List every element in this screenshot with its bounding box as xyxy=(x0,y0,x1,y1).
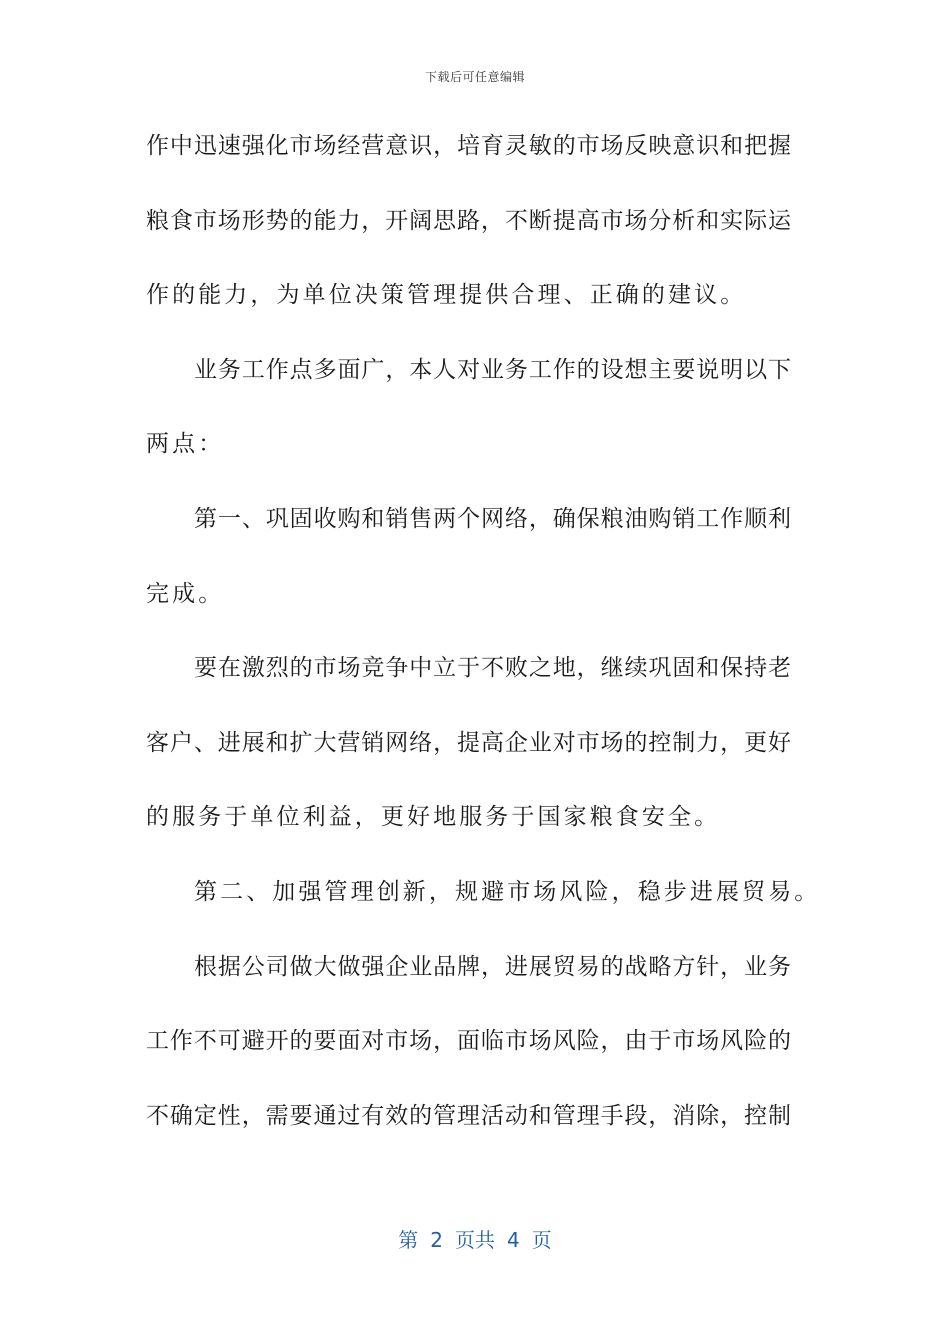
body-line: 不确定性，需要通过有效的管理活动和管理手段，消除，控制 xyxy=(146,1102,791,1129)
body-line: 作的能力，为单位决策管理提供合理、正确的建议。 xyxy=(146,282,747,309)
body-line: 工作不可避开的要面对市场，面临市场风险，由于市场风险的 xyxy=(146,1028,791,1055)
body-line: 第二、加强管理创新，规避市场风险，稳步进展贸易。 xyxy=(194,878,821,905)
page-footer xyxy=(0,1224,950,1253)
body-line: 业务工作点多面广，本人对业务工作的设想主要说明以下 xyxy=(194,356,791,383)
body-line: 完成。 xyxy=(146,580,225,607)
body-line: 的服务于单位利益，更好地服务于国家粮食安全。 xyxy=(146,804,721,831)
footer-middle: 页共 xyxy=(455,1228,495,1252)
body-line: 第一、巩固收购和销售两个网络，确保粮油购销工作顺利 xyxy=(194,505,791,532)
document-body xyxy=(146,119,821,1163)
body-line: 根据公司做大做强企业品牌，进展贸易的战略方针，业务 xyxy=(194,953,791,980)
footer-total-pages: 4 xyxy=(507,1228,520,1252)
footer-prefix: 第 xyxy=(398,1228,419,1252)
body-line: 客户、进展和扩大营销网络，提高企业对市场的控制力，更好 xyxy=(146,729,791,756)
body-line: 作中迅速强化市场经营意识，培育灵敏的市场反映意识和把握 xyxy=(146,133,791,159)
page-header-note: 下载后可任意编辑 xyxy=(424,70,525,84)
footer-suffix: 页 xyxy=(531,1228,552,1252)
footer-current-page: 2 xyxy=(430,1228,443,1252)
body-line: 粮食市场形势的能力，开阔思路，不断提高市场分析和实际运 xyxy=(146,207,791,234)
body-line: 两点： xyxy=(146,431,225,458)
body-line: 要在激烈的市场竞争中立于不败之地，继续巩固和保持老 xyxy=(194,655,791,682)
